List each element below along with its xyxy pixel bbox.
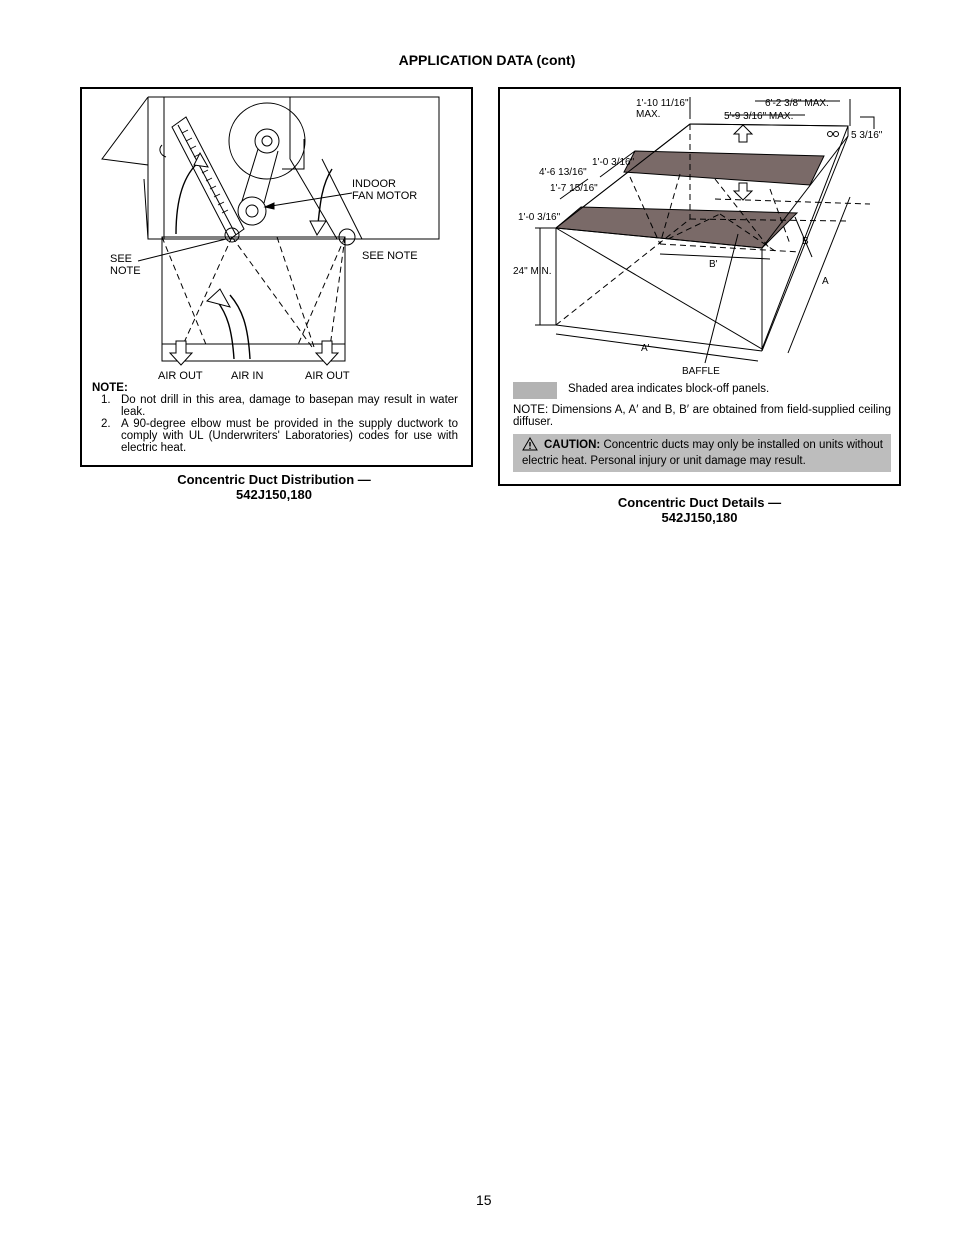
dim-1-10-max-label: MAX. — [636, 109, 661, 120]
list-item: 1. Do not drill in this area, damage to basepan may result in water leak. — [101, 394, 458, 418]
duct-isometric-drawing — [500, 89, 899, 379]
left-note — [92, 382, 458, 454]
concentric-duct-distribution-figure — [80, 87, 473, 467]
note-list — [92, 394, 458, 454]
dim-b-prime-label: B' — [709, 259, 718, 270]
page-number: 15 — [476, 1192, 492, 1208]
block-off-legend-swatch — [513, 382, 557, 399]
dimension-note: NOTE: Dimensions A, A′ and B, B′ are obtained from field-supplied ceiling diffuser. — [513, 404, 891, 428]
dim-1-0-upper-label: 1'-0 3/16" — [592, 157, 635, 168]
indoor-fan-motor-label: INDOOR — [352, 178, 396, 190]
dim-24-min-label: 24" MIN. — [513, 266, 552, 277]
caution-box — [513, 434, 891, 472]
caution-text: Concentric ducts may only be installed on units without electric heat. Personal injury or unit damage may result. — [522, 439, 884, 467]
block-off-panel-lower — [556, 207, 797, 248]
air-out-right-label: AIR OUT — [305, 370, 350, 382]
dim-4-6-label: 4'-6 13/16" — [539, 167, 587, 178]
right-figure-caption: Concentric Duct Details — 542J150,180 — [617, 495, 782, 525]
dim-a-prime-label: A' — [641, 343, 650, 354]
air-in-label: AIR IN — [231, 370, 264, 382]
block-off-legend-text: Shaded area indicates block-off panels. — [568, 383, 770, 395]
indoor-fan-motor-label-line2: FAN MOTOR — [352, 190, 418, 202]
dim-b-label: B — [802, 236, 809, 247]
left-figure-caption: Concentric Duct Distribution — 542J150,180 — [177, 472, 371, 502]
baffle-label: BAFFLE — [682, 366, 720, 377]
dim-1-0-lower-label: 1'-0 3/16" — [518, 212, 561, 223]
warning-triangle-icon — [522, 437, 538, 455]
dim-1-7-label: 1'-7 15/16" — [550, 183, 598, 194]
see-note-left-label: SEE — [110, 253, 133, 265]
concentric-duct-details-figure — [498, 87, 901, 486]
air-out-left-label: AIR OUT — [158, 370, 203, 382]
caution-label: CAUTION: — [544, 439, 601, 451]
page-title: APPLICATION DATA (cont) — [398, 52, 576, 68]
dim-5-9-label: 5'-9 3/16" MAX. — [724, 111, 794, 122]
see-note-right-label: SEE NOTE — [362, 250, 418, 262]
see-note-left-label-line2: NOTE — [110, 265, 141, 277]
dim-6-2-label: 6'-2 3/8" MAX. — [765, 98, 829, 109]
dim-5-3-label: 5 3/16" — [851, 130, 883, 141]
block-off-panel-upper — [624, 151, 824, 185]
list-item: 2. A 90-degree elbow must be provided in the supply ductwork to comply with UL (Underwriters' Laboratories) codes for use with electric heat. — [101, 418, 458, 454]
dim-1-10-label: 1'-10 11/16" — [636, 98, 689, 109]
note-heading: NOTE: — [92, 382, 128, 394]
dim-a-label: A — [822, 276, 829, 287]
